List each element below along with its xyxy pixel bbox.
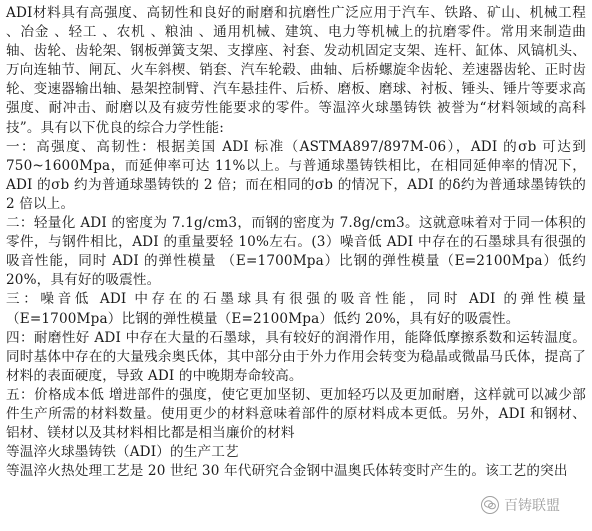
intro-paragraph: ADI材料具有高强度、高韧性和良好的耐磨和抗磨性广泛应用于汽车、铁路、矿山、机械工程 、冶金 、轻工 、农机 、粮油 、通用机械、建筑、电力等机械上的抗磨零件。常用来制造曲轴、齿轮、齿轮架、钢板弹簧支架、支撑座、衬套、发动机固定支架、连杆、缸体、风镐机头、万向连轴节、闸瓦、火车斜楔、销套、汽车轮毂、曲轴、后桥螺旋伞齿轮、差速器齿轮、正时齿轮、变速器输出轴、悬架控制臂、汽车悬挂件、后桥、磨板、磨球、衬板、锤头、锤片等要求高强度、耐冲击、耐磨以及有疲劳性能要求的零件。等温淬火球墨铸铁 被誉为“材料领域的高科技”。具有以下优良的综合力学性能: <box>6 5 586 136</box>
section-heading: 等温淬火球墨铸铁（ADI）的生产工艺 <box>6 444 239 461</box>
wechat-icon <box>481 496 499 514</box>
watermark <box>479 495 562 515</box>
property-5-paragraph: 五：价格成本低 增进部件的强度，使它更加坚韧、更加轻巧以及更加耐磨，这样就可以减少部件生产所需的材料数量。使用更少的材料意味着部件的原材料成本更低。另外，ADI 和钢材、铝材、镁材以及其材料相比都是相当廉价的材料 <box>6 386 586 442</box>
process-paragraph: 等温淬火热处理工艺是 20 世纪 30 年代研究合金钢中温奥氏体转变时产生的。该工艺的突出 <box>6 463 568 480</box>
property-2-paragraph: 二：轻量化 ADI 的密度为 7.1g/cm3，而钢的密度为 7.8g/cm3。这就意味着对于同一体积的零件，与钢件相比，ADI 的重量要轻 10%左右。(3）噪音低 ADI 中存在的石墨球具有很强的吸音性能，同时 ADI 的弹性模量 （E=1700Mpa）比钢的弹性模量（E=2100Mpa）低约 20%，具有好的吸震性。 <box>6 215 586 289</box>
property-3-paragraph: 三：噪音低 ADI 中存在的石墨球具有很强的吸音性能，同时 ADI 的弹性模量 （E=1700Mpa）比钢的弹性模量（E=2100Mpa）低约 20%，具有好的吸震性。 <box>6 291 586 327</box>
property-1-paragraph: 一：高强度、高韧性：根据美国 ADI 标准（ASTMA897/897M-06），ADI 的σb 可达到 750~1600Mpa，而延伸率可达 11%以上。与普通球墨铸铁相比，在相同延伸率的情况下，ADI 的σb 约为普通球墨铸铁的 2 倍；而在相同的σb 的情况下，ADI 的δ约为普通球墨铸铁的 2 倍以上。 <box>6 138 586 212</box>
property-4-paragraph: 四：耐磨性好 ADI 中存在大量的石墨球，具有较好的润滑作用，能降低摩擦系数和运转温度。同时基体中存在的大量残余奥氏体，其中部分由于外力作用会转变为稳晶或微晶马氏体，提高了材料的表面硬度，导致 ADI 的中晚期寿命较高。 <box>6 329 586 384</box>
watermark-text: 百铸联盟 <box>504 498 560 514</box>
